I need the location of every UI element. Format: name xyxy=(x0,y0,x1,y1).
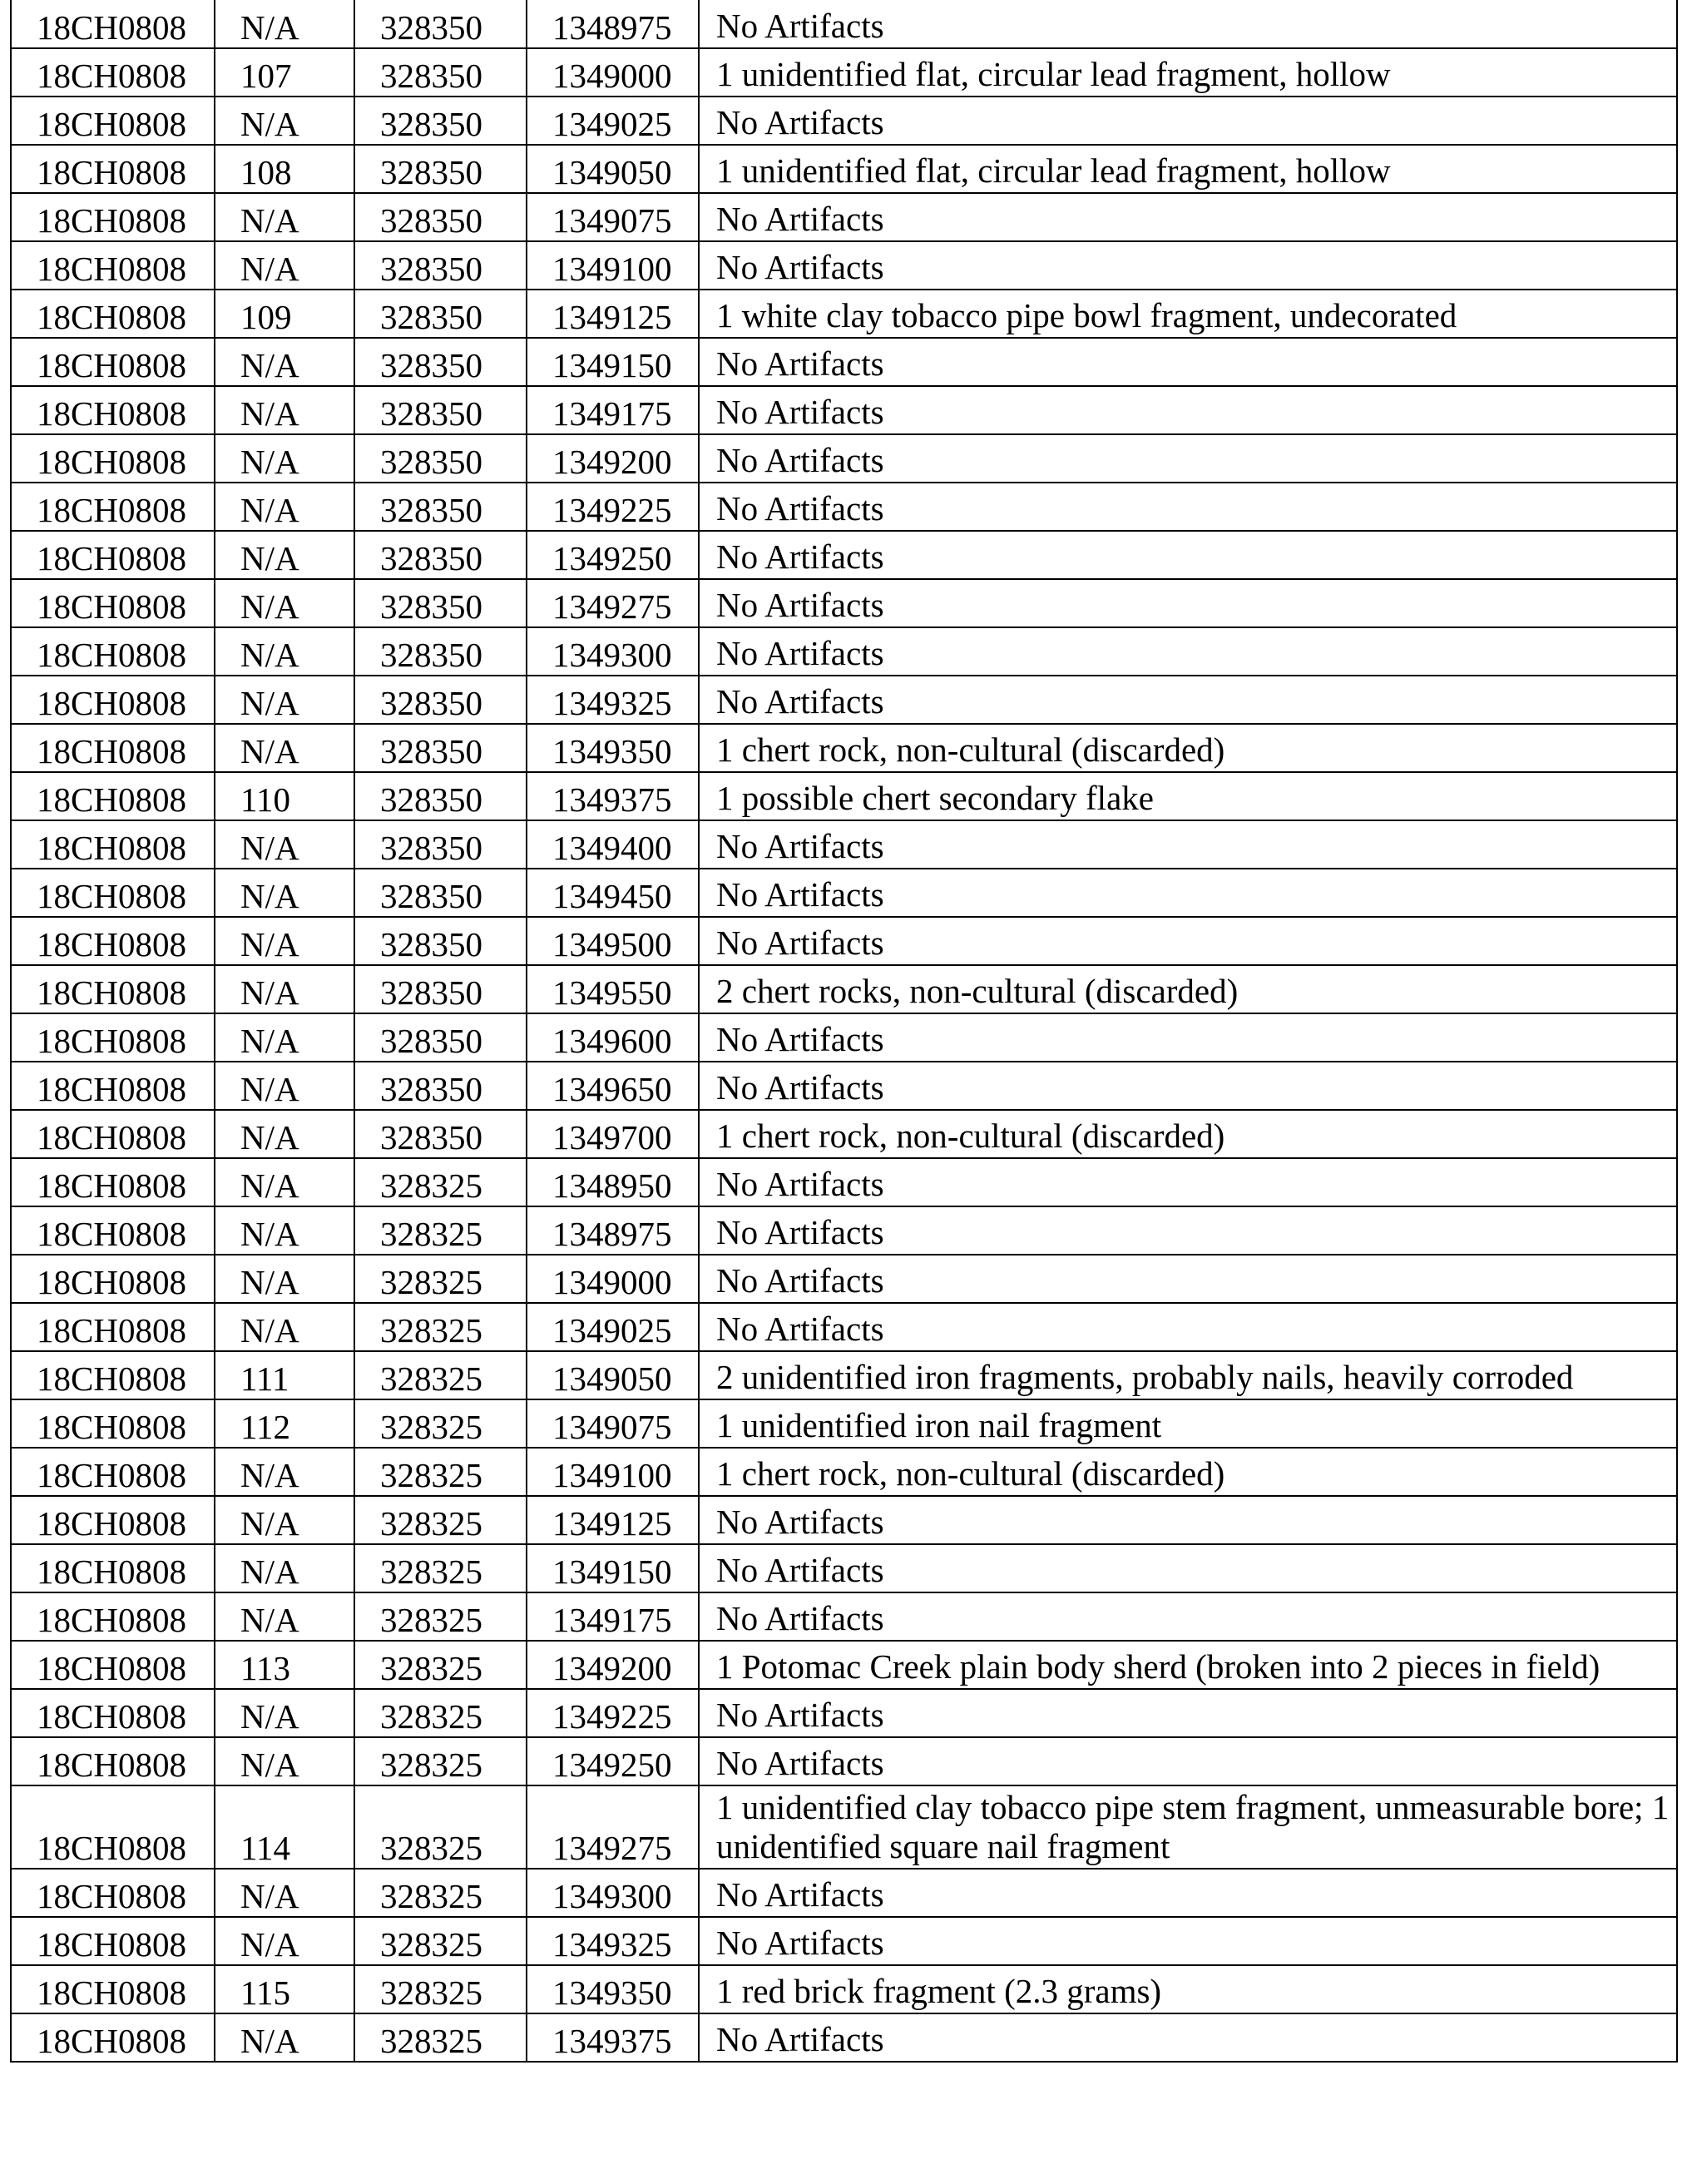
site-number-cell: 18CH0808 xyxy=(11,1351,215,1399)
catalog-number-cell: N/A xyxy=(215,1737,354,1785)
northing-cell: 328350 xyxy=(354,483,527,531)
easting-cell: 1349050 xyxy=(527,145,699,193)
easting-cell: 1349450 xyxy=(527,869,699,917)
description-cell: No Artifacts xyxy=(699,1303,1677,1351)
catalog-number-cell: N/A xyxy=(215,1303,354,1351)
description-cell: No Artifacts xyxy=(699,676,1677,724)
table-row xyxy=(11,1448,1677,1496)
easting-cell: 1349075 xyxy=(527,1399,699,1448)
catalog-number-cell: N/A xyxy=(215,917,354,965)
site-number-cell: 18CH0808 xyxy=(11,241,215,290)
description-cell: No Artifacts xyxy=(699,1255,1677,1303)
easting-cell: 1349125 xyxy=(527,1496,699,1544)
northing-cell: 328350 xyxy=(354,97,527,145)
site-number-cell: 18CH0808 xyxy=(11,145,215,193)
description-cell: 1 chert rock, non-cultural (discarded) xyxy=(699,724,1677,772)
description-cell: No Artifacts xyxy=(699,1592,1677,1641)
easting-cell: 1349600 xyxy=(527,1013,699,1062)
northing-cell: 328350 xyxy=(354,579,527,627)
catalog-number-cell: 111 xyxy=(215,1351,354,1399)
site-number-cell: 18CH0808 xyxy=(11,1965,215,2013)
table-row xyxy=(11,1785,1677,1869)
easting-cell: 1349200 xyxy=(527,434,699,483)
description-cell: No Artifacts xyxy=(699,917,1677,965)
catalog-number-cell: N/A xyxy=(215,579,354,627)
description-cell: No Artifacts xyxy=(699,241,1677,290)
description-cell: 1 possible chert secondary flake xyxy=(699,772,1677,820)
catalog-number-cell: N/A xyxy=(215,869,354,917)
site-number-cell: 18CH0808 xyxy=(11,869,215,917)
description-cell: No Artifacts xyxy=(699,193,1677,241)
easting-cell: 1349350 xyxy=(527,1965,699,2013)
description-cell: No Artifacts xyxy=(699,483,1677,531)
northing-cell: 328325 xyxy=(354,1785,527,1869)
description-cell: 1 Potomac Creek plain body sherd (broken into 2 pieces in field) xyxy=(699,1641,1677,1689)
northing-cell: 328350 xyxy=(354,869,527,917)
table-row xyxy=(11,965,1677,1013)
description-cell: No Artifacts xyxy=(699,1158,1677,1206)
catalog-number-cell: 108 xyxy=(215,145,354,193)
northing-cell: 328350 xyxy=(354,193,527,241)
northing-cell: 328350 xyxy=(354,1013,527,1062)
artifact-table xyxy=(10,0,1678,2063)
northing-cell: 328325 xyxy=(354,1206,527,1255)
northing-cell: 328325 xyxy=(354,1592,527,1641)
description-cell: No Artifacts xyxy=(699,1737,1677,1785)
easting-cell: 1348950 xyxy=(527,1158,699,1206)
table-row xyxy=(11,820,1677,869)
easting-cell: 1349300 xyxy=(527,627,699,676)
site-number-cell: 18CH0808 xyxy=(11,1303,215,1351)
northing-cell: 328350 xyxy=(354,1110,527,1158)
site-number-cell: 18CH0808 xyxy=(11,1785,215,1869)
northing-cell: 328325 xyxy=(354,1965,527,2013)
northing-cell: 328325 xyxy=(354,1158,527,1206)
catalog-number-cell: N/A xyxy=(215,434,354,483)
table-row xyxy=(11,627,1677,676)
site-number-cell: 18CH0808 xyxy=(11,1496,215,1544)
table-row xyxy=(11,1592,1677,1641)
northing-cell: 328350 xyxy=(354,145,527,193)
northing-cell: 328325 xyxy=(354,1448,527,1496)
table-row xyxy=(11,483,1677,531)
table-row xyxy=(11,1013,1677,1062)
northing-cell: 328350 xyxy=(354,627,527,676)
site-number-cell: 18CH0808 xyxy=(11,1592,215,1641)
northing-cell: 328350 xyxy=(354,338,527,386)
catalog-number-cell: N/A xyxy=(215,483,354,531)
catalog-number-cell: N/A xyxy=(215,1592,354,1641)
catalog-number-cell: 114 xyxy=(215,1785,354,1869)
easting-cell: 1349250 xyxy=(527,1737,699,1785)
catalog-number-cell: N/A xyxy=(215,1110,354,1158)
description-cell: No Artifacts xyxy=(699,1869,1677,1917)
site-number-cell: 18CH0808 xyxy=(11,1255,215,1303)
easting-cell: 1349275 xyxy=(527,1785,699,1869)
table-row xyxy=(11,531,1677,579)
table-body xyxy=(11,0,1677,2062)
northing-cell: 328350 xyxy=(354,0,527,48)
site-number-cell: 18CH0808 xyxy=(11,1013,215,1062)
description-cell: No Artifacts xyxy=(699,1062,1677,1110)
description-cell: 1 unidentified clay tobacco pipe stem fragment, unmeasurable bore; 1 unidentified square nail fragment xyxy=(699,1785,1677,1869)
site-number-cell: 18CH0808 xyxy=(11,1062,215,1110)
northing-cell: 328350 xyxy=(354,676,527,724)
table-row xyxy=(11,1062,1677,1110)
catalog-number-cell: N/A xyxy=(215,627,354,676)
site-number-cell: 18CH0808 xyxy=(11,917,215,965)
catalog-number-cell: N/A xyxy=(215,241,354,290)
table-row xyxy=(11,1206,1677,1255)
catalog-number-cell: N/A xyxy=(215,1206,354,1255)
northing-cell: 328325 xyxy=(354,1544,527,1592)
catalog-number-cell: N/A xyxy=(215,386,354,434)
northing-cell: 328350 xyxy=(354,965,527,1013)
description-cell: No Artifacts xyxy=(699,1496,1677,1544)
catalog-number-cell: N/A xyxy=(215,1062,354,1110)
site-number-cell: 18CH0808 xyxy=(11,724,215,772)
northing-cell: 328325 xyxy=(354,1303,527,1351)
description-cell: No Artifacts xyxy=(699,1013,1677,1062)
site-number-cell: 18CH0808 xyxy=(11,483,215,531)
table-row xyxy=(11,772,1677,820)
table-row xyxy=(11,869,1677,917)
northing-cell: 328325 xyxy=(354,1399,527,1448)
northing-cell: 328350 xyxy=(354,434,527,483)
description-cell: No Artifacts xyxy=(699,338,1677,386)
table-row xyxy=(11,48,1677,97)
description-cell: No Artifacts xyxy=(699,0,1677,48)
easting-cell: 1349250 xyxy=(527,531,699,579)
easting-cell: 1349025 xyxy=(527,97,699,145)
description-cell: No Artifacts xyxy=(699,1206,1677,1255)
easting-cell: 1349075 xyxy=(527,193,699,241)
site-number-cell: 18CH0808 xyxy=(11,2013,215,2062)
catalog-number-cell: N/A xyxy=(215,0,354,48)
description-cell: No Artifacts xyxy=(699,820,1677,869)
table-row xyxy=(11,1399,1677,1448)
table-row xyxy=(11,1965,1677,2013)
site-number-cell: 18CH0808 xyxy=(11,676,215,724)
description-cell: 1 unidentified flat, circular lead fragment, hollow xyxy=(699,145,1677,193)
table-row xyxy=(11,2013,1677,2062)
table-row xyxy=(11,1917,1677,1965)
site-number-cell: 18CH0808 xyxy=(11,820,215,869)
northing-cell: 328325 xyxy=(354,1255,527,1303)
table-row xyxy=(11,676,1677,724)
site-number-cell: 18CH0808 xyxy=(11,386,215,434)
northing-cell: 328325 xyxy=(354,1351,527,1399)
site-number-cell: 18CH0808 xyxy=(11,434,215,483)
northing-cell: 328325 xyxy=(354,1641,527,1689)
catalog-number-cell: N/A xyxy=(215,1255,354,1303)
table-row xyxy=(11,1255,1677,1303)
site-number-cell: 18CH0808 xyxy=(11,97,215,145)
easting-cell: 1349325 xyxy=(527,676,699,724)
site-number-cell: 18CH0808 xyxy=(11,1158,215,1206)
description-cell: No Artifacts xyxy=(699,434,1677,483)
description-cell: 1 chert rock, non-cultural (discarded) xyxy=(699,1110,1677,1158)
site-number-cell: 18CH0808 xyxy=(11,290,215,338)
description-cell: No Artifacts xyxy=(699,1917,1677,1965)
table-row xyxy=(11,1303,1677,1351)
northing-cell: 328325 xyxy=(354,1917,527,1965)
easting-cell: 1349175 xyxy=(527,386,699,434)
description-cell: 1 unidentified flat, circular lead fragment, hollow xyxy=(699,48,1677,97)
table-row xyxy=(11,290,1677,338)
easting-cell: 1349000 xyxy=(527,1255,699,1303)
catalog-number-cell: N/A xyxy=(215,1448,354,1496)
site-number-cell: 18CH0808 xyxy=(11,1737,215,1785)
easting-cell: 1349550 xyxy=(527,965,699,1013)
catalog-number-cell: N/A xyxy=(215,1013,354,1062)
easting-cell: 1349050 xyxy=(527,1351,699,1399)
catalog-number-cell: N/A xyxy=(215,193,354,241)
description-cell: 1 unidentified iron nail fragment xyxy=(699,1399,1677,1448)
site-number-cell: 18CH0808 xyxy=(11,965,215,1013)
catalog-number-cell: N/A xyxy=(215,1496,354,1544)
catalog-number-cell: 107 xyxy=(215,48,354,97)
northing-cell: 328325 xyxy=(354,1869,527,1917)
table-row xyxy=(11,917,1677,965)
site-number-cell: 18CH0808 xyxy=(11,627,215,676)
site-number-cell: 18CH0808 xyxy=(11,1689,215,1737)
site-number-cell: 18CH0808 xyxy=(11,1206,215,1255)
easting-cell: 1349650 xyxy=(527,1062,699,1110)
catalog-number-cell: 115 xyxy=(215,1965,354,2013)
description-cell: 1 red brick fragment (2.3 grams) xyxy=(699,1965,1677,2013)
table-row xyxy=(11,1496,1677,1544)
description-cell: 2 unidentified iron fragments, probably nails, heavily corroded xyxy=(699,1351,1677,1399)
easting-cell: 1349025 xyxy=(527,1303,699,1351)
catalog-number-cell: 112 xyxy=(215,1399,354,1448)
site-number-cell: 18CH0808 xyxy=(11,1869,215,1917)
table-row xyxy=(11,1737,1677,1785)
description-cell: 2 chert rocks, non-cultural (discarded) xyxy=(699,965,1677,1013)
description-cell: No Artifacts xyxy=(699,627,1677,676)
northing-cell: 328350 xyxy=(354,772,527,820)
easting-cell: 1349150 xyxy=(527,1544,699,1592)
catalog-number-cell: N/A xyxy=(215,724,354,772)
catalog-number-cell: N/A xyxy=(215,1869,354,1917)
description-cell: No Artifacts xyxy=(699,97,1677,145)
table-row xyxy=(11,338,1677,386)
northing-cell: 328325 xyxy=(354,2013,527,2062)
catalog-number-cell: N/A xyxy=(215,1158,354,1206)
northing-cell: 328350 xyxy=(354,724,527,772)
table-row xyxy=(11,1158,1677,1206)
table-row xyxy=(11,579,1677,627)
table-row xyxy=(11,1110,1677,1158)
easting-cell: 1348975 xyxy=(527,0,699,48)
easting-cell: 1349350 xyxy=(527,724,699,772)
easting-cell: 1349175 xyxy=(527,1592,699,1641)
easting-cell: 1349375 xyxy=(527,2013,699,2062)
catalog-number-cell: N/A xyxy=(215,2013,354,2062)
easting-cell: 1349700 xyxy=(527,1110,699,1158)
table-row xyxy=(11,1544,1677,1592)
site-number-cell: 18CH0808 xyxy=(11,772,215,820)
description-cell: 1 white clay tobacco pipe bowl fragment, undecorated xyxy=(699,290,1677,338)
easting-cell: 1349375 xyxy=(527,772,699,820)
catalog-number-cell: N/A xyxy=(215,1689,354,1737)
easting-cell: 1349200 xyxy=(527,1641,699,1689)
catalog-number-cell: N/A xyxy=(215,97,354,145)
site-number-cell: 18CH0808 xyxy=(11,1544,215,1592)
easting-cell: 1349500 xyxy=(527,917,699,965)
catalog-number-cell: 109 xyxy=(215,290,354,338)
description-cell: 1 chert rock, non-cultural (discarded) xyxy=(699,1448,1677,1496)
description-cell: No Artifacts xyxy=(699,869,1677,917)
description-cell: No Artifacts xyxy=(699,1544,1677,1592)
easting-cell: 1349100 xyxy=(527,241,699,290)
easting-cell: 1349325 xyxy=(527,1917,699,1965)
site-number-cell: 18CH0808 xyxy=(11,338,215,386)
description-cell: No Artifacts xyxy=(699,531,1677,579)
table-row xyxy=(11,1641,1677,1689)
table-row xyxy=(11,1689,1677,1737)
easting-cell: 1349300 xyxy=(527,1869,699,1917)
catalog-number-cell: N/A xyxy=(215,531,354,579)
table-row xyxy=(11,386,1677,434)
site-number-cell: 18CH0808 xyxy=(11,1641,215,1689)
northing-cell: 328350 xyxy=(354,820,527,869)
catalog-number-cell: N/A xyxy=(215,965,354,1013)
catalog-number-cell: 110 xyxy=(215,772,354,820)
table-row xyxy=(11,724,1677,772)
easting-cell: 1349150 xyxy=(527,338,699,386)
site-number-cell: 18CH0808 xyxy=(11,579,215,627)
site-number-cell: 18CH0808 xyxy=(11,531,215,579)
northing-cell: 328325 xyxy=(354,1689,527,1737)
site-number-cell: 18CH0808 xyxy=(11,1917,215,1965)
northing-cell: 328325 xyxy=(354,1737,527,1785)
catalog-number-cell: N/A xyxy=(215,820,354,869)
table-row xyxy=(11,434,1677,483)
northing-cell: 328350 xyxy=(354,917,527,965)
site-number-cell: 18CH0808 xyxy=(11,1399,215,1448)
northing-cell: 328350 xyxy=(354,241,527,290)
description-cell: No Artifacts xyxy=(699,1689,1677,1737)
site-number-cell: 18CH0808 xyxy=(11,1448,215,1496)
description-cell: No Artifacts xyxy=(699,579,1677,627)
table-row xyxy=(11,1351,1677,1399)
site-number-cell: 18CH0808 xyxy=(11,0,215,48)
catalog-number-cell: N/A xyxy=(215,676,354,724)
table-row xyxy=(11,1869,1677,1917)
catalog-number-cell: 113 xyxy=(215,1641,354,1689)
site-number-cell: 18CH0808 xyxy=(11,1110,215,1158)
easting-cell: 1349275 xyxy=(527,579,699,627)
catalog-number-cell: N/A xyxy=(215,338,354,386)
northing-cell: 328350 xyxy=(354,290,527,338)
easting-cell: 1349225 xyxy=(527,1689,699,1737)
easting-cell: 1349125 xyxy=(527,290,699,338)
site-number-cell: 18CH0808 xyxy=(11,193,215,241)
easting-cell: 1349000 xyxy=(527,48,699,97)
catalog-number-cell: N/A xyxy=(215,1917,354,1965)
description-cell: No Artifacts xyxy=(699,386,1677,434)
easting-cell: 1349400 xyxy=(527,820,699,869)
northing-cell: 328350 xyxy=(354,48,527,97)
site-number-cell: 18CH0808 xyxy=(11,48,215,97)
table-row xyxy=(11,193,1677,241)
easting-cell: 1349100 xyxy=(527,1448,699,1496)
table-row xyxy=(11,0,1677,48)
easting-cell: 1348975 xyxy=(527,1206,699,1255)
northing-cell: 328325 xyxy=(354,1496,527,1544)
catalog-number-cell: N/A xyxy=(215,1544,354,1592)
table-row xyxy=(11,145,1677,193)
northing-cell: 328350 xyxy=(354,531,527,579)
description-cell: No Artifacts xyxy=(699,2013,1677,2062)
northing-cell: 328350 xyxy=(354,386,527,434)
table-row xyxy=(11,241,1677,290)
easting-cell: 1349225 xyxy=(527,483,699,531)
table-row xyxy=(11,97,1677,145)
northing-cell: 328350 xyxy=(354,1062,527,1110)
